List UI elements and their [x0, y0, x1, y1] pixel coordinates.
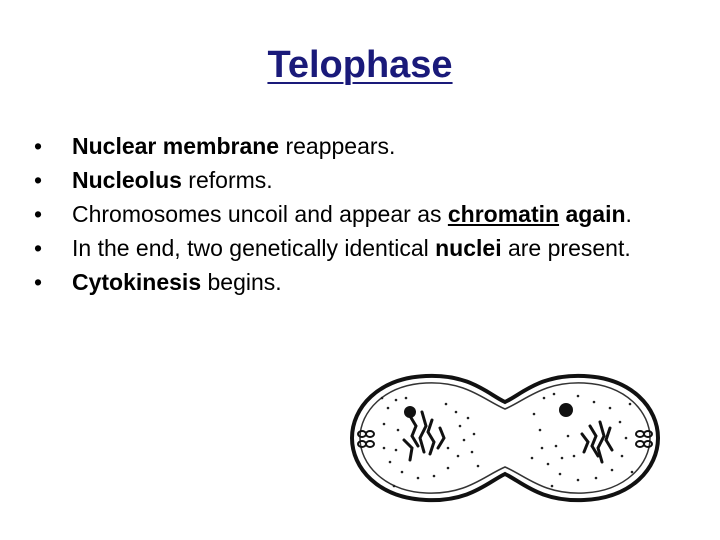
bullet-text: reforms. — [181, 167, 273, 193]
bullet-text-bold-underlined: chromatin — [447, 201, 560, 227]
bullet-dot: • — [34, 167, 43, 193]
bullet-text: Chromosomes uncoil and appear as — [72, 201, 448, 227]
bullet-text-bold: Cytokinesis — [72, 269, 202, 295]
bullet-text: are present. — [501, 235, 631, 261]
bullet-item — [30, 131, 700, 161]
slide-title: Telophase — [267, 44, 453, 86]
bullet-text: . — [625, 201, 632, 227]
bullet-dot: • — [34, 201, 43, 227]
bullet-text-bold: Nuclear membrane — [72, 133, 280, 159]
bullet-dot: • — [34, 235, 43, 261]
bullet-dot: • — [34, 269, 43, 295]
bullet-text-bold: again — [565, 201, 626, 227]
bullet-item — [30, 199, 700, 229]
telophase-cell-diagram — [348, 368, 662, 508]
bullet-item — [30, 233, 700, 263]
bullet-text: In the end, two genetically identical — [72, 235, 436, 261]
bullet-text-bold: nuclei — [435, 235, 502, 261]
bullet-text: begins. — [201, 269, 282, 295]
bullet-item — [30, 267, 700, 297]
bullet-dot: • — [34, 133, 43, 159]
telophase-cell-icon — [348, 368, 662, 508]
bullet-text: reappears. — [279, 133, 396, 159]
bullet-list — [30, 131, 700, 301]
bullet-text-bold: Nucleolus — [72, 167, 182, 193]
bullet-item — [30, 165, 700, 195]
